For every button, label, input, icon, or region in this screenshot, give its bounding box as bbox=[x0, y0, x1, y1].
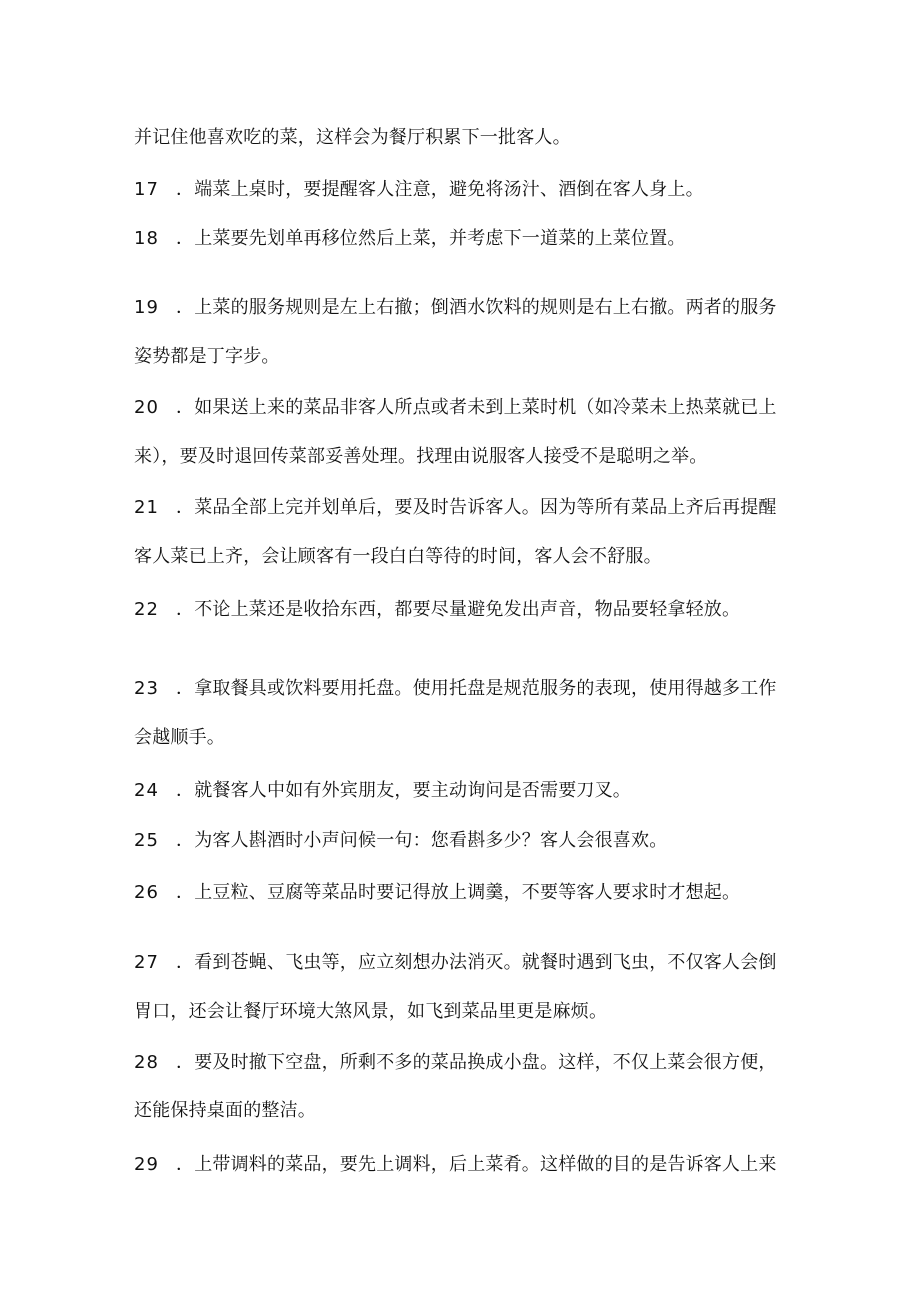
list-item-continuation: 来），要及时退回传菜部妥善处理。找理由说服客人接受不是聪明之举。 bbox=[134, 446, 708, 467]
list-item bbox=[134, 881, 794, 905]
list-item bbox=[134, 496, 794, 520]
item-number: 20 bbox=[134, 397, 159, 418]
item-number: 18 bbox=[134, 228, 159, 249]
item-number: 22 bbox=[134, 599, 159, 620]
list-item bbox=[134, 296, 794, 320]
list-item bbox=[134, 829, 794, 853]
item-number: 24 bbox=[134, 780, 159, 801]
list-item-continuation: 姿势都是丁字步。 bbox=[134, 346, 280, 367]
item-text: ．上带调料的菜品，要先上调料，后上菜肴。这样做的目的是告诉客人上来 bbox=[176, 1154, 777, 1175]
item-number: 29 bbox=[134, 1154, 159, 1175]
item-text: ．就餐客人中如有外宾朋友，要主动询问是否需要刀叉。 bbox=[176, 780, 631, 801]
item-number: 27 bbox=[134, 952, 159, 973]
list-item bbox=[134, 779, 794, 803]
list-item-continuation: 还能保持桌面的整洁。 bbox=[134, 1100, 316, 1121]
list-item bbox=[134, 1051, 794, 1075]
item-text: ．拿取餐具或饮料要用托盘。使用托盘是规范服务的表现，使用得越多工作 bbox=[176, 678, 777, 699]
item-text: ．看到苍蝇、飞虫等，应立刻想办法消灭。就餐时遇到飞虫，不仅客人会倒 bbox=[176, 952, 777, 973]
item-number: 25 bbox=[134, 830, 159, 851]
item-text: ．不论上菜还是收拾东西，都要尽量避免发出声音，物品要轻拿轻放。 bbox=[176, 599, 741, 620]
item-text: ．上菜要先划单再移位然后上菜，并考虑下一道菜的上菜位置。 bbox=[176, 228, 686, 249]
item-text: ．上菜的服务规则是左上右撤；倒酒水饮料的规则是右上右撤。两者的服务 bbox=[176, 297, 777, 318]
list-item bbox=[134, 598, 794, 622]
intro-line: 并记住他喜欢吃的菜，这样会为餐厅积累下一批客人。 bbox=[134, 127, 571, 148]
item-text: ．为客人斟酒时小声问候一句：您看斟多少？客人会很喜欢。 bbox=[176, 830, 668, 851]
item-text: ．要及时撤下空盘，所剩不多的菜品换成小盘。这样，不仅上菜会很方便， bbox=[176, 1052, 777, 1073]
item-number: 28 bbox=[134, 1052, 159, 1073]
list-item bbox=[134, 178, 794, 202]
item-number: 23 bbox=[134, 678, 159, 699]
list-item bbox=[134, 396, 794, 420]
list-item-continuation: 会越顺手。 bbox=[134, 727, 225, 748]
item-text: ．端菜上桌时，要提醒客人注意，避免将汤汁、酒倒在客人身上。 bbox=[176, 179, 704, 200]
item-text: ．如果送上来的菜品非客人所点或者未到上菜时机（如冷菜未上热菜就已上 bbox=[176, 397, 777, 418]
list-item bbox=[134, 677, 794, 701]
item-text: ．菜品全部上完并划单后，要及时告诉客人。因为等所有菜品上齐后再提醒 bbox=[176, 497, 777, 518]
list-item-continuation: 客人菜已上齐，会让顾客有一段白白等待的时间，客人会不舒服。 bbox=[134, 546, 662, 567]
list-item bbox=[134, 227, 794, 251]
item-number: 17 bbox=[134, 179, 159, 200]
list-item bbox=[134, 951, 794, 975]
list-item-continuation: 胃口，还会让餐厅环境大煞风景，如飞到菜品里更是麻烦。 bbox=[134, 1001, 608, 1022]
item-number: 26 bbox=[134, 882, 159, 903]
item-text: ．上豆粒、豆腐等菜品时要记得放上调羹，不要等客人要求时才想起。 bbox=[176, 882, 741, 903]
item-number: 19 bbox=[134, 297, 159, 318]
list-item bbox=[134, 1153, 794, 1177]
item-number: 21 bbox=[134, 497, 159, 518]
